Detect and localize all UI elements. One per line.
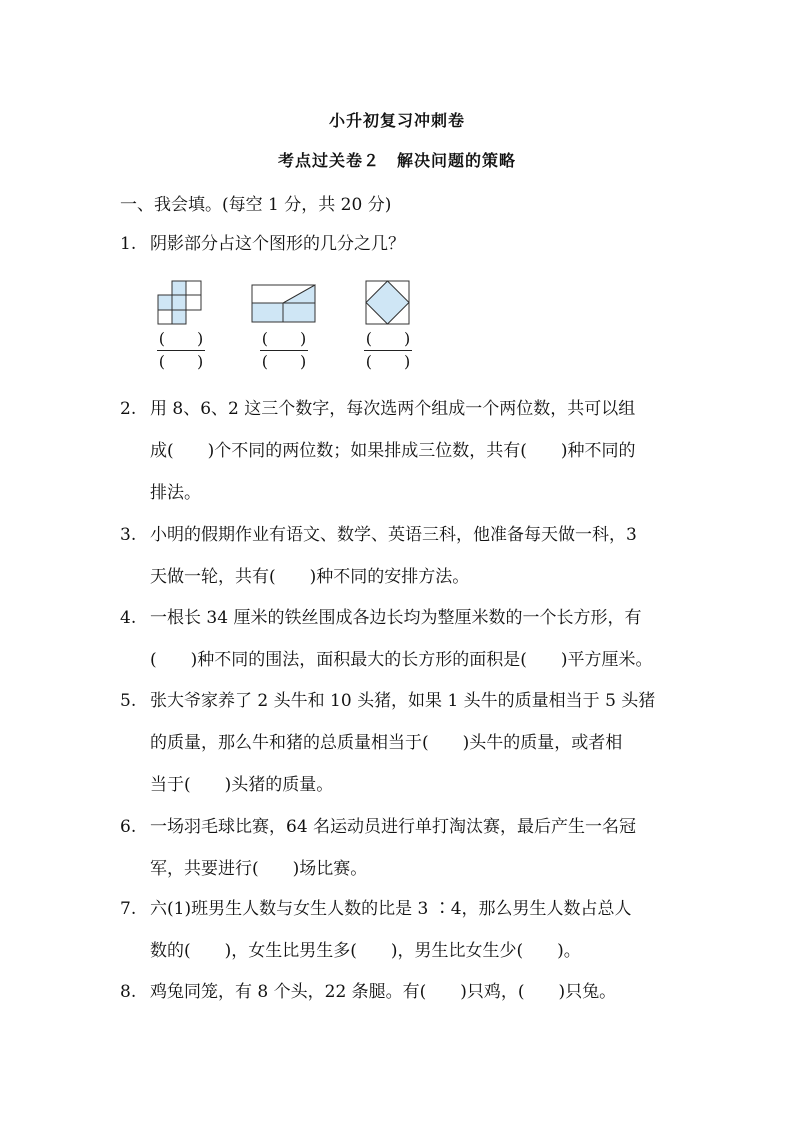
figure-a-grid xyxy=(157,280,205,326)
figure-b-rectangle xyxy=(251,284,317,324)
question-number: 1. xyxy=(120,234,137,254)
question-text-line: 成( )个不同的两位数；如果排成三位数，共有( )种不同的 xyxy=(150,441,636,461)
numerator-blank[interactable]: ( ) xyxy=(365,329,411,348)
question-8 xyxy=(120,971,680,1013)
question-number: 5. xyxy=(120,691,137,711)
fraction-answer-b xyxy=(260,330,308,371)
question-2 xyxy=(120,388,680,514)
section-heading: 一、我会填。(每空 1 分，共 20 分) xyxy=(120,195,392,215)
question-text-line: ( )种不同的围法，面积最大的长方形的面积是( )平方厘米。 xyxy=(150,650,653,670)
fraction-bar xyxy=(260,350,308,351)
question-text-line: 阴影部分占这个图形的几分之几？ xyxy=(150,234,405,254)
fraction-answer-c xyxy=(364,330,412,371)
denominator-blank[interactable]: ( ) xyxy=(365,352,411,371)
question-number: 8. xyxy=(120,982,137,1002)
fraction-answer-a xyxy=(157,330,205,371)
question-number: 3. xyxy=(120,525,137,545)
question-text-line: 当于( )头猪的质量。 xyxy=(150,775,334,795)
question-4 xyxy=(120,597,680,681)
question-text-line: 用 8、6、2 这三个数字，每次选两个组成一个两位数，共可以组 xyxy=(150,399,636,419)
question-text-line: 的质量，那么牛和猪的总质量相当于( )头牛的质量，或者相 xyxy=(150,733,623,753)
fraction-bar xyxy=(364,350,412,351)
question-text-line: 排法。 xyxy=(150,483,201,503)
question-6 xyxy=(120,806,680,890)
numerator-blank[interactable]: ( ) xyxy=(158,329,204,348)
question-text-line: 鸡兔同笼，有 8 个头，22 条腿。有( )只鸡，( )只兔。 xyxy=(150,982,617,1002)
question-1 xyxy=(120,223,680,265)
denominator-blank[interactable]: ( ) xyxy=(158,352,204,371)
numerator-blank[interactable]: ( ) xyxy=(261,329,307,348)
page-subtitle: 考点过关卷２ 解决问题的策略 xyxy=(277,151,516,170)
question-text-line: 小明的假期作业有语文、数学、英语三科，他准备每天做一科，3 xyxy=(150,525,637,545)
question-number: 2. xyxy=(120,399,137,419)
fraction-bar xyxy=(157,350,205,351)
question-3 xyxy=(120,514,680,598)
question-text-line: 一场羽毛球比赛，64 名运动员进行单打淘汰赛，最后产生一名冠 xyxy=(150,817,637,837)
question-text-line: 天做一轮，共有( )种不同的安排方法。 xyxy=(150,567,470,587)
question-number: 7. xyxy=(120,899,137,919)
question-7 xyxy=(120,888,680,972)
question-text-line: 六(1)班男生人数与女生人数的比是 3 ∶4，那么男生人数占总人 xyxy=(150,899,632,919)
question-text-line: 一根长 34 厘米的铁丝围成各边长均为整厘米数的一个长方形，有 xyxy=(150,608,642,628)
question-number: 6. xyxy=(120,817,137,837)
question-5 xyxy=(120,680,680,806)
page-title: 小升初复习冲刺卷 xyxy=(328,111,465,130)
question-text-line: 张大爷家养了 2 头牛和 10 头猪，如果 1 头牛的质量相当于 5 头猪 xyxy=(150,691,656,711)
question-text-line: 军，共要进行( )场比赛。 xyxy=(150,859,368,879)
question-number: 4. xyxy=(120,608,137,628)
figure-c-square-diamond xyxy=(365,280,411,326)
question-text-line: 数的( )，女生比男生多( )，男生比女生少( )。 xyxy=(150,941,581,961)
denominator-blank[interactable]: ( ) xyxy=(261,352,307,371)
